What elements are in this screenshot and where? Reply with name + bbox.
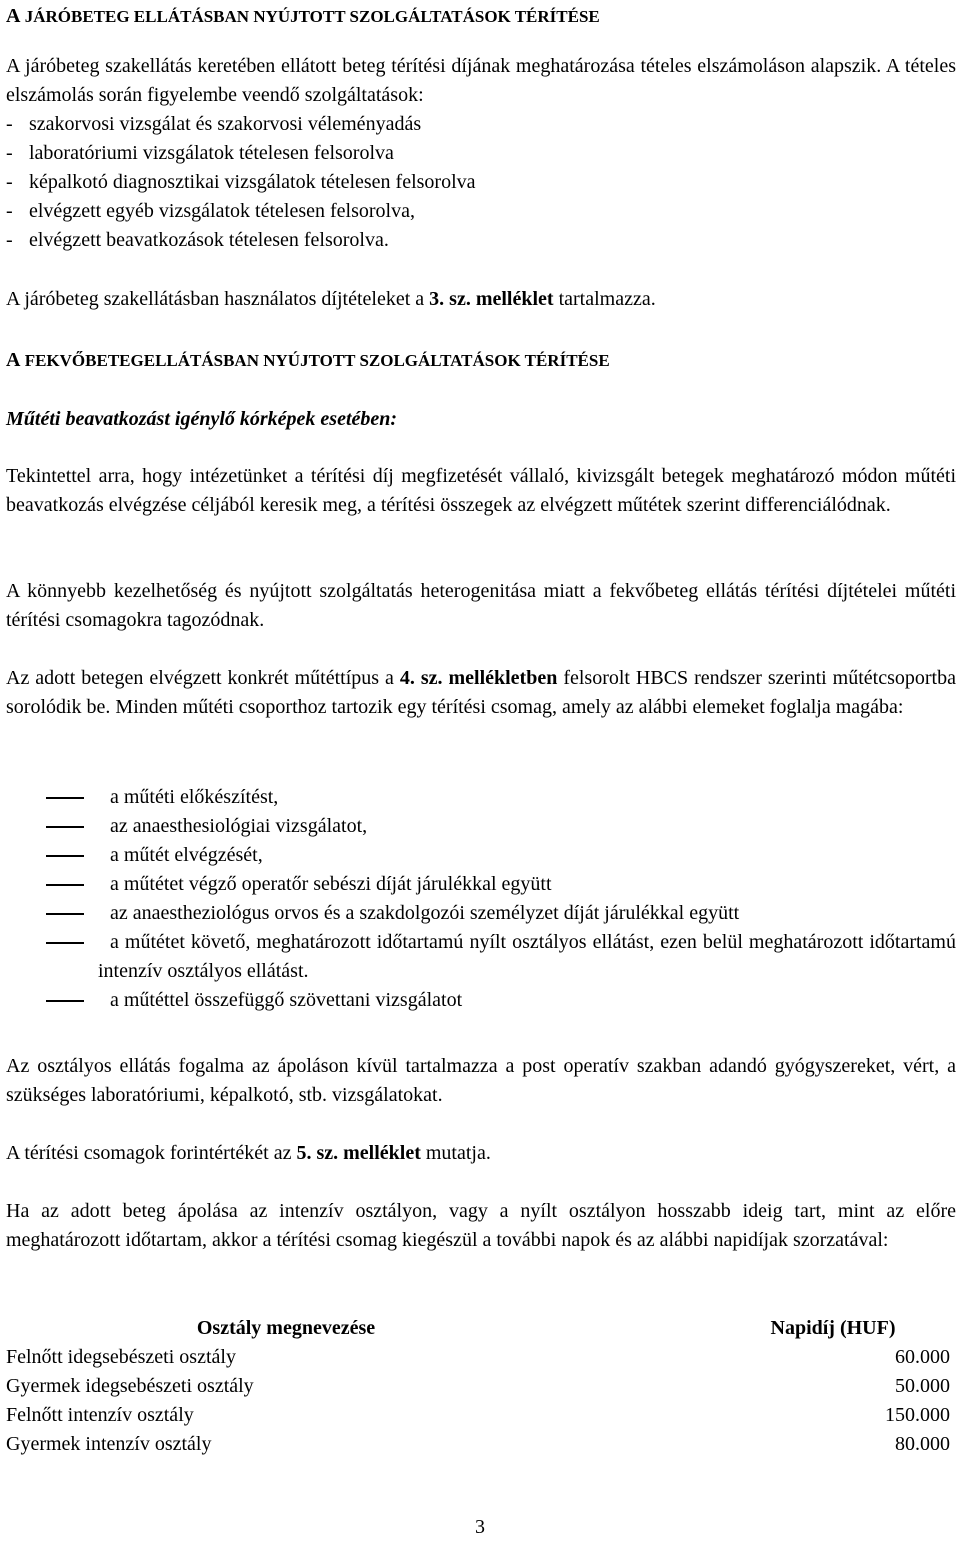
list-item: - szakorvosi vizsgálat és szakorvosi véleményadás (6, 113, 422, 135)
list-item: a műtéti előkészítést, (6, 783, 956, 812)
list-item: a műtéttel összefüggő szövettani vizsgálatot (6, 986, 956, 1015)
table-cell: Felnőtt intenzív osztály (6, 1404, 194, 1426)
table-cell: Gyermek intenzív osztály (6, 1433, 212, 1455)
table-cell: 50.000 (895, 1375, 950, 1397)
paragraph-1: Tekintettel arra, hogy intézetünket a térítési díj megfizetését vállaló, kivizsgált betegek meghatározó módon műtéti beavatkozás elvégzése céljából keresik meg, a térítési összegek az elvégzett műtétek szerint differenciálódnak. (6, 465, 956, 516)
page-number: 3 (475, 1516, 485, 1538)
list-item: a műtétet követő, meghatározott időtartamú nyílt osztályos ellátást, ezen belül meghatározott időtartamú intenzív osztályos ellátást. (6, 928, 956, 986)
section2-subtitle: Műtéti beavatkozást igénylő kórképek esetében: (6, 408, 398, 430)
package-item-list (6, 783, 956, 1015)
list-item: a műtétet végző operatőr sebészi díját járulékkal együtt (6, 870, 956, 899)
table-row (6, 1372, 952, 1401)
service-list (6, 110, 956, 255)
section1-intro: A járóbeteg szakellátás keretében ellátott beteg térítési díjának meghatározása tételes elszámoláson alapszik. A tételes elszámolás során figyelembe veendő szolgáltatások: (6, 55, 956, 106)
paragraph-4: Az osztályos ellátás fogalma az ápoláson kívül tartalmazza a post operatív szakban adandó gyógyszereket, vért, a szükséges laboratóriumi, képalkotó, stb. vizsgálatokat. (6, 1055, 956, 1106)
list-item: - elvégzett egyéb vizsgálatok tételesen felsorolva, (6, 200, 415, 222)
table-cell: 60.000 (895, 1346, 950, 1368)
column-header: Osztály megnevezése (196, 1317, 376, 1339)
paragraph-6: Ha az adott beteg ápolása az intenzív osztályon, vagy a nyílt osztályon hosszabb ideig tart, mint az előre meghatározott időtartam, akkor a térítési csomag kiegészül a további napok és az alábbi napidíjak szorzatával: (6, 1200, 956, 1251)
list-item: az anaesthesiológiai vizsgálatot, (6, 812, 956, 841)
section1-body (6, 52, 956, 255)
list-item: a műtét elvégzését, (6, 841, 956, 870)
table-cell: 80.000 (895, 1433, 950, 1455)
daily-fee-table (6, 1314, 952, 1459)
annex5-reference: A térítési csomagok forintértékét az 5. sz. melléklet mutatja. (6, 1142, 491, 1164)
list-item: az anaestheziológus orvos és a szakdolgozói személyzet díját járulékkal együtt (6, 899, 956, 928)
table-cell: Gyermek idegsebészeti osztály (6, 1375, 254, 1397)
table-cell: 150.000 (885, 1404, 950, 1426)
list-item: - elvégzett beavatkozások tételesen felsorolva. (6, 229, 389, 251)
table-row (6, 1343, 952, 1372)
annex3-reference: A járóbeteg szakellátásban használatos díjtételeket a 3. sz. melléklet tartalmazza. (6, 288, 656, 310)
column-header: Napidíj (HUF) (770, 1317, 896, 1339)
table-cell: Felnőtt idegsebészeti osztály (6, 1346, 236, 1368)
paragraph-3: Az adott betegen elvégzett konkrét műtéttípus a 4. sz. mellékletben felsorolt HBCS rendszer szerinti műtétcsoportba sorolódik be. Minden műtéti csoporthoz tartozik egy térítési csomag, amely az alábbi elemeket foglalja magába: (6, 667, 956, 718)
list-item: - képalkotó diagnosztikai vizsgálatok tételesen felsorolva (6, 171, 476, 193)
table-row (6, 1430, 952, 1459)
table-row (6, 1401, 952, 1430)
list-item: - laboratóriumi vizsgálatok tételesen felsorolva (6, 142, 394, 164)
section2-title: A FEKVŐBETEGELLÁTÁSBAN NYÚJTOTT SZOLGÁLTATÁSOK TÉRÍTÉSE (6, 349, 610, 371)
paragraph-2: A könnyebb kezelhetőség és nyújtott szolgáltatás heterogenitása miatt a fekvőbeteg ellátás térítési díjtételei műtéti térítési csomagokra tagozódnak. (6, 580, 956, 631)
table-header-row (6, 1314, 952, 1343)
section1-title: A JÁRÓBETEG ELLÁTÁSBAN NYÚJTOTT SZOLGÁLTATÁSOK TÉRÍTÉSE (6, 5, 600, 27)
